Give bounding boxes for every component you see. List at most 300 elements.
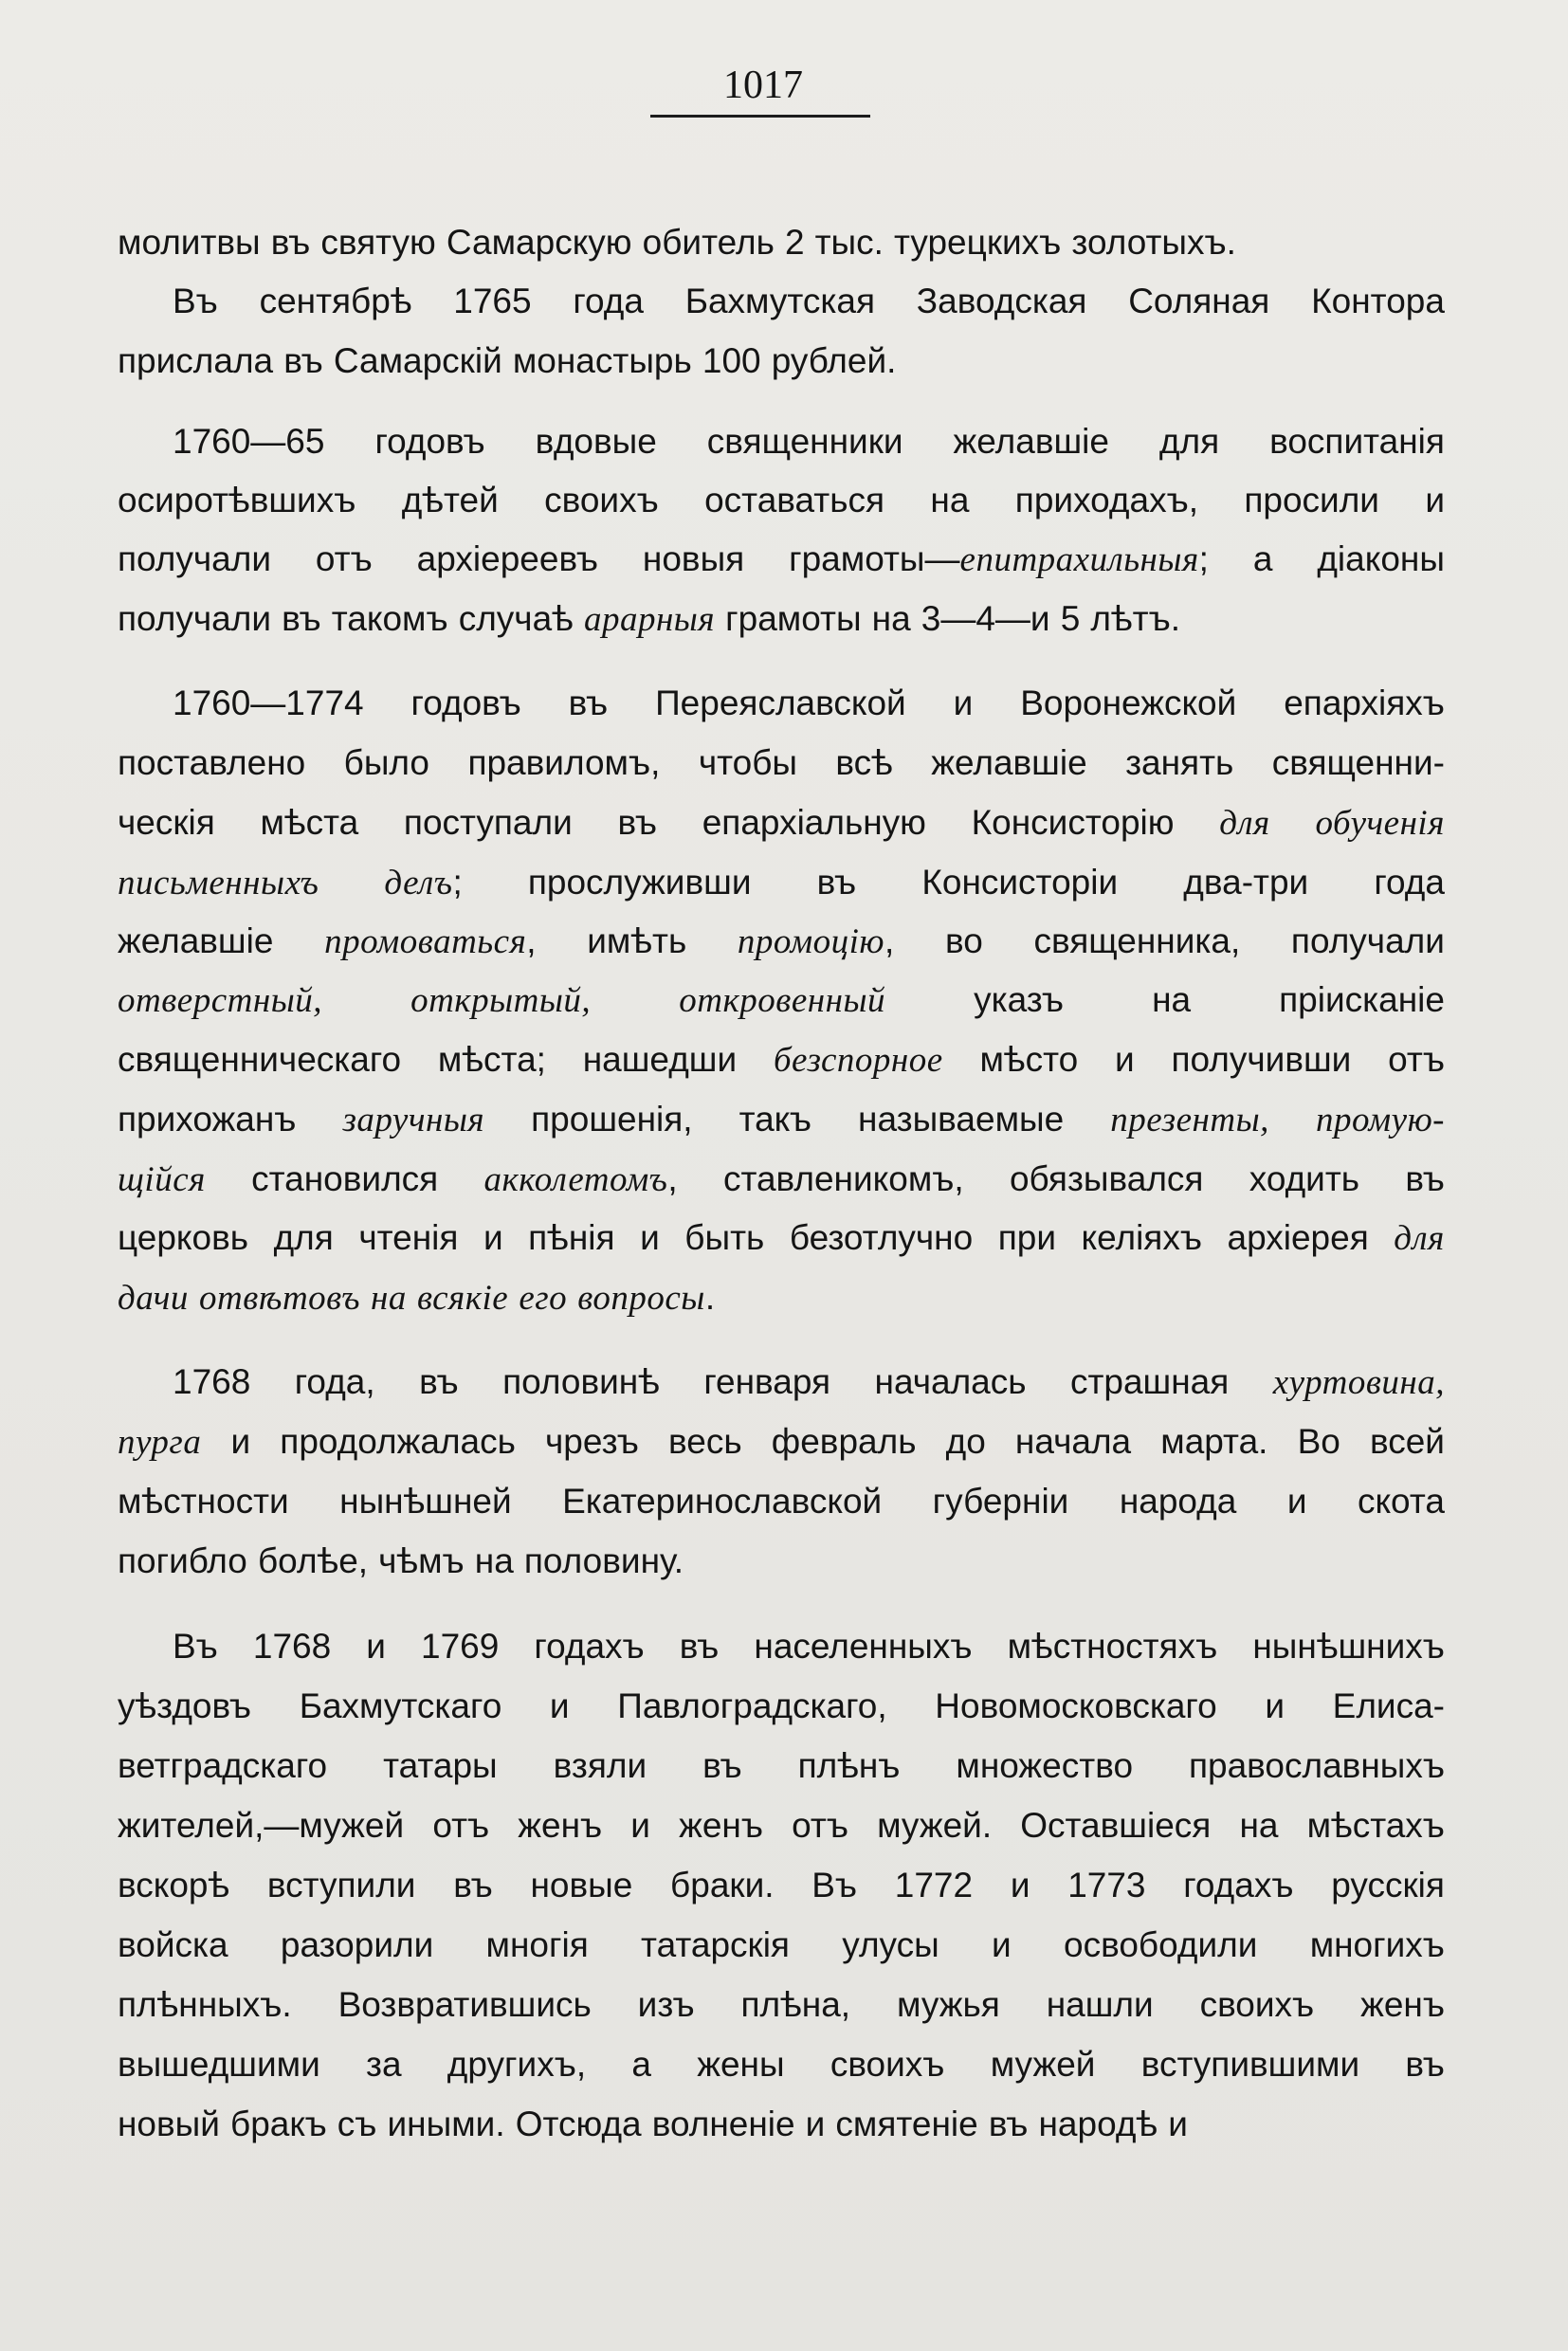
text-run: такъ	[738, 1100, 811, 1139]
text-run: безотлучно	[789, 1218, 974, 1257]
word	[118, 1273, 189, 1323]
text-line	[118, 1477, 1445, 1526]
word	[118, 2100, 220, 2149]
word	[972, 798, 1175, 847]
word	[230, 2100, 327, 2149]
word	[421, 1622, 499, 1671]
word	[991, 2040, 1096, 2089]
word	[897, 1980, 1000, 2030]
text-run: чтенія	[358, 1218, 459, 1257]
text-run: начала	[1014, 1422, 1132, 1461]
word	[858, 1095, 1064, 1144]
italic-term: на	[371, 1279, 407, 1318]
italic-term: открытый,	[410, 981, 592, 1020]
text-run: въ	[270, 223, 311, 262]
word	[550, 1682, 570, 1731]
italic-term: епитрахильныя	[959, 540, 1199, 579]
text-run: всей	[1369, 1422, 1445, 1461]
text-run: желавшіе	[118, 921, 274, 960]
word	[1159, 417, 1219, 466]
text-run: улусы	[842, 1925, 939, 1964]
word	[789, 535, 1209, 585]
word	[118, 476, 356, 525]
word	[118, 1861, 229, 1910]
text-run: приходахъ,	[1014, 481, 1198, 519]
italic-term: отвѣтовъ	[198, 1279, 360, 1318]
text-run: Отсюда	[515, 2105, 642, 2143]
text-run: было	[343, 743, 430, 782]
text-run: Павлоградскаго,	[617, 1686, 887, 1725]
word	[895, 1861, 973, 1910]
text-run: многихъ	[1309, 1925, 1445, 1964]
word	[815, 218, 884, 267]
word	[956, 1741, 1133, 1791]
text-line	[118, 1213, 1445, 1263]
text-run: рублей.	[771, 341, 897, 380]
text-run: въ	[419, 1362, 459, 1401]
text-line	[118, 1682, 1445, 1731]
italic-term: заручныя	[342, 1101, 485, 1139]
word	[534, 1622, 644, 1671]
text-run: болѣе,	[257, 1541, 369, 1580]
text-run: татарскія	[641, 1925, 790, 1964]
text-line	[118, 1921, 1445, 1970]
word	[790, 1213, 973, 1263]
text-run: множество	[956, 1746, 1134, 1785]
word	[1020, 1801, 1211, 1850]
word	[704, 476, 884, 525]
word	[1011, 1861, 1030, 1910]
text-run: весь	[668, 1422, 742, 1461]
text-run: занять	[1125, 743, 1234, 782]
text-run: сентябрѣ	[259, 282, 412, 320]
word	[1249, 1155, 1359, 1204]
text-run: въ	[816, 863, 857, 902]
word	[283, 337, 323, 386]
word	[118, 1417, 201, 1467]
text-run: прослуживши	[527, 863, 752, 902]
word	[1388, 1035, 1445, 1084]
word	[338, 1980, 592, 2030]
word	[366, 1622, 386, 1671]
word	[1061, 594, 1081, 644]
text-run: новые	[530, 1866, 633, 1904]
text-run: нынѣшнихъ	[1252, 1627, 1445, 1666]
word	[679, 975, 885, 1026]
word	[374, 417, 484, 466]
text-run: на	[1152, 980, 1192, 1019]
text-run: вдовые	[535, 422, 657, 461]
word	[1316, 1095, 1445, 1145]
word	[280, 1417, 516, 1467]
word	[1228, 1213, 1369, 1263]
text-run: пѣнія	[528, 1218, 615, 1257]
word	[668, 1417, 742, 1467]
word	[573, 277, 644, 326]
text-run: Самарскую	[446, 223, 632, 262]
word	[118, 1741, 327, 1791]
text-run: ходить	[1249, 1159, 1360, 1198]
text-run: и	[483, 1218, 503, 1257]
word	[946, 1417, 986, 1467]
text-run: за	[366, 2045, 402, 2084]
text-run: и	[1010, 1866, 1030, 1904]
word	[1172, 1035, 1352, 1084]
text-run: своихъ	[830, 2045, 945, 2084]
text-run: въ	[283, 341, 323, 380]
text-run: имѣть	[587, 921, 687, 960]
text-run: и	[549, 1686, 570, 1725]
word	[774, 1035, 943, 1085]
text-run: мѣста	[260, 803, 359, 842]
text-run: годовъ	[374, 422, 485, 461]
word	[544, 476, 659, 525]
text-run: келіяхъ	[1081, 1218, 1202, 1257]
word	[118, 917, 273, 966]
text-run: получали	[118, 539, 272, 578]
word	[447, 2040, 586, 2089]
text-run: разорили	[280, 1925, 434, 1964]
word	[1311, 277, 1445, 326]
italic-term: щійся	[118, 1160, 206, 1199]
word	[545, 1417, 639, 1467]
word	[300, 1682, 502, 1731]
text-run: волненіе	[651, 2105, 795, 2143]
text-line	[118, 858, 1445, 907]
text-run: ,	[667, 1159, 678, 1198]
word	[772, 1417, 917, 1467]
word	[754, 1622, 972, 1671]
word	[1125, 738, 1233, 788]
word	[1307, 1801, 1445, 1850]
word	[1298, 1417, 1340, 1467]
text-run: въ	[617, 803, 658, 842]
word	[118, 594, 271, 644]
text-run: народѣ	[1038, 2105, 1158, 2143]
word	[1310, 1921, 1445, 1970]
italic-term: для	[1219, 804, 1270, 843]
word	[1315, 798, 1444, 848]
italic-term: письменныхъ	[118, 864, 319, 902]
text-run: года	[573, 282, 644, 320]
text-run: своихъ	[1199, 1985, 1315, 2024]
word	[316, 535, 373, 584]
word	[1253, 535, 1273, 584]
text-run: Въ	[173, 282, 218, 320]
text-run: 1768	[173, 1362, 251, 1401]
text-run: два-три	[1183, 863, 1309, 902]
text-run: 3—4—и	[921, 599, 1050, 638]
text-run: поступали	[403, 803, 573, 842]
text-run: Соляная	[1128, 282, 1270, 320]
word	[1110, 1095, 1269, 1145]
text-run: ставленикомъ,	[722, 1159, 964, 1198]
text-run: получали	[1290, 921, 1445, 960]
text-run: тыс.	[814, 223, 884, 262]
word	[1152, 975, 1191, 1025]
text-run: года	[1374, 863, 1445, 902]
text-run: иными.	[387, 2105, 505, 2143]
word	[337, 2100, 377, 2149]
word	[261, 798, 359, 847]
word	[1370, 1417, 1445, 1467]
text-run: прихожанъ	[118, 1100, 297, 1139]
text-run: воспитанія	[1269, 422, 1445, 461]
text-line	[118, 2100, 1445, 2149]
text-run: бракъ	[230, 2105, 327, 2143]
text-run: въ	[988, 2105, 1029, 2143]
word	[1239, 1801, 1278, 1850]
word	[792, 1801, 848, 1850]
word	[339, 1477, 512, 1526]
text-run: мужей.	[877, 1806, 993, 1845]
text-line	[118, 1273, 1445, 1322]
text-run: Новомосковскаго	[935, 1686, 1217, 1725]
word	[1168, 2100, 1188, 2149]
word	[1033, 917, 1240, 966]
text-run: Въ	[173, 1627, 218, 1666]
text-line	[118, 1155, 1445, 1204]
text-run: и	[953, 683, 974, 722]
word	[260, 277, 412, 326]
word	[835, 738, 892, 788]
text-run: нашли	[1046, 1985, 1154, 2024]
word	[945, 917, 983, 966]
word	[282, 594, 321, 644]
word	[1090, 594, 1180, 644]
word	[785, 218, 805, 267]
italic-term: промоваться	[324, 922, 527, 961]
word	[371, 1273, 407, 1323]
text-run: лѣтъ.	[1090, 599, 1180, 638]
word	[921, 594, 1050, 644]
text-run: изъ	[637, 1985, 695, 2024]
text-run: нынѣшней	[339, 1482, 512, 1521]
text-run: многія	[485, 1925, 589, 1964]
text-run: уѣздовъ	[118, 1686, 252, 1725]
word	[954, 679, 974, 728]
word	[231, 1417, 251, 1467]
word	[1120, 1477, 1237, 1526]
word	[118, 798, 215, 847]
word	[1010, 1155, 1204, 1204]
text-run: пріисканіе	[1279, 980, 1445, 1019]
word	[118, 738, 305, 788]
text-run: желавшіе	[931, 743, 1087, 782]
word	[684, 1213, 764, 1263]
word	[118, 218, 261, 267]
text-run: и	[630, 1806, 650, 1845]
word	[583, 1035, 737, 1084]
word	[483, 1155, 677, 1205]
word	[378, 1537, 465, 1586]
word	[638, 1980, 695, 2030]
word	[617, 798, 657, 847]
word	[685, 277, 875, 326]
word	[173, 1358, 250, 1407]
text-run: женъ	[1360, 1985, 1445, 2024]
word	[404, 798, 573, 847]
word	[1038, 2100, 1158, 2149]
word	[631, 2040, 651, 2089]
word	[475, 1537, 514, 1586]
text-run: Во	[1297, 1422, 1340, 1461]
text-run: Самарскій	[333, 341, 502, 380]
text-run: ;	[1198, 539, 1209, 578]
text-run: желавшіе	[953, 422, 1109, 461]
word	[998, 1213, 1056, 1263]
text-run: на	[930, 481, 970, 519]
text-run: женъ	[518, 1806, 603, 1845]
text-line	[118, 1358, 1445, 1407]
word	[251, 1155, 438, 1204]
text-run: діаконы	[1317, 539, 1445, 578]
text-run: плѣнъ	[797, 1746, 901, 1785]
text-run: русскія	[1331, 1866, 1445, 1904]
text-run: оставаться	[704, 481, 885, 519]
word	[1200, 1980, 1315, 2030]
text-run: ;	[452, 863, 463, 902]
text-run: епархіальную	[702, 803, 926, 842]
text-line	[118, 476, 1445, 525]
text-run: и	[640, 1218, 660, 1257]
word	[486, 1921, 589, 1970]
text-run: турецкихъ	[894, 223, 1062, 262]
text-run: 2	[784, 223, 805, 262]
word	[798, 1741, 901, 1791]
word	[554, 1741, 647, 1791]
word	[1183, 858, 1308, 907]
word	[467, 738, 660, 788]
word	[438, 1035, 546, 1084]
word	[1287, 1477, 1307, 1526]
word	[324, 917, 536, 967]
text-run: въ	[568, 683, 609, 722]
text-run: смятеніе	[835, 2105, 978, 2143]
text-run: а	[1252, 539, 1273, 578]
text-run: церковь	[118, 1218, 249, 1257]
word	[954, 417, 1109, 466]
text-run: браки.	[670, 1866, 775, 1904]
text-run: мѣстностяхъ	[1007, 1627, 1218, 1666]
word	[384, 858, 462, 908]
word	[1284, 679, 1445, 728]
text-run: священники	[706, 422, 903, 461]
text-run: священни-	[1271, 743, 1445, 782]
text-line	[118, 2040, 1445, 2089]
word	[531, 1095, 692, 1144]
text-run: продолжалась	[280, 1422, 516, 1461]
word	[417, 535, 598, 584]
word	[1358, 1477, 1445, 1526]
text-run: просили	[1244, 481, 1379, 519]
word	[516, 2100, 642, 2149]
text-run: случаѣ	[458, 599, 574, 638]
text-line	[118, 975, 1445, 1025]
word	[842, 1921, 939, 1970]
word	[655, 679, 906, 728]
word	[670, 1861, 774, 1910]
word	[419, 1358, 459, 1407]
text-run: и	[1425, 481, 1445, 519]
text-run: вступившими	[1140, 2045, 1360, 2084]
text-line	[118, 738, 1445, 788]
word	[1317, 535, 1445, 584]
italic-term: хуртовина,	[1272, 1363, 1445, 1402]
word	[528, 858, 752, 907]
text-run: быть	[684, 1218, 765, 1257]
word	[577, 1273, 715, 1323]
text-run: въ	[453, 1866, 493, 1904]
text-run: указъ	[974, 980, 1065, 1019]
text-run: при	[997, 1218, 1057, 1257]
word	[739, 1095, 811, 1144]
word	[640, 1213, 660, 1263]
text-line	[118, 277, 1445, 326]
italic-term: отверстный,	[118, 981, 323, 1020]
word	[1160, 1417, 1267, 1467]
text-run: архіерея	[1227, 1218, 1369, 1257]
text-run: на	[1239, 1806, 1279, 1845]
text-run: Въ	[811, 1866, 858, 1904]
word	[118, 1477, 289, 1526]
text-run: 5	[1060, 599, 1081, 638]
text-run: отъ	[792, 1806, 848, 1845]
text-line	[118, 337, 1445, 386]
word	[513, 337, 692, 386]
text-run: 1769	[421, 1627, 500, 1666]
word	[811, 1861, 857, 1910]
text-run: во	[944, 921, 983, 960]
text-line	[118, 917, 1445, 966]
word	[118, 1801, 404, 1850]
text-run: мужей	[990, 2045, 1096, 2084]
word	[253, 1622, 331, 1671]
text-run: называемые	[858, 1100, 1065, 1139]
text-run: обитель	[642, 223, 775, 262]
text-run: 1760—65	[173, 422, 325, 461]
word	[118, 1155, 206, 1205]
word	[447, 218, 632, 267]
text-run: православныхъ	[1188, 1746, 1445, 1785]
text-run: и	[1265, 1686, 1285, 1725]
text-run: Воронежской	[1020, 683, 1237, 722]
word	[118, 535, 271, 584]
word	[1291, 917, 1445, 966]
italic-term: презенты,	[1110, 1101, 1269, 1139]
text-run: ветградскаго	[118, 1746, 328, 1785]
word	[1015, 476, 1198, 525]
text-run: годахъ	[534, 1627, 645, 1666]
word	[524, 1537, 684, 1586]
word	[411, 679, 521, 728]
text-line	[118, 679, 1445, 728]
word	[1047, 1980, 1154, 2030]
word	[173, 277, 218, 326]
word	[1070, 1358, 1229, 1407]
text-run: 1765	[453, 282, 532, 320]
word	[1272, 738, 1445, 788]
text-run: 1773	[1067, 1866, 1146, 1904]
text-run: священническаго	[118, 1040, 402, 1079]
text-line	[118, 1537, 1445, 1586]
word	[931, 738, 1086, 788]
text-run: и	[1115, 1040, 1135, 1079]
word	[1219, 798, 1270, 848]
text-run: на	[871, 599, 911, 638]
italic-term: промую-	[1315, 1101, 1445, 1139]
word	[1425, 476, 1445, 525]
